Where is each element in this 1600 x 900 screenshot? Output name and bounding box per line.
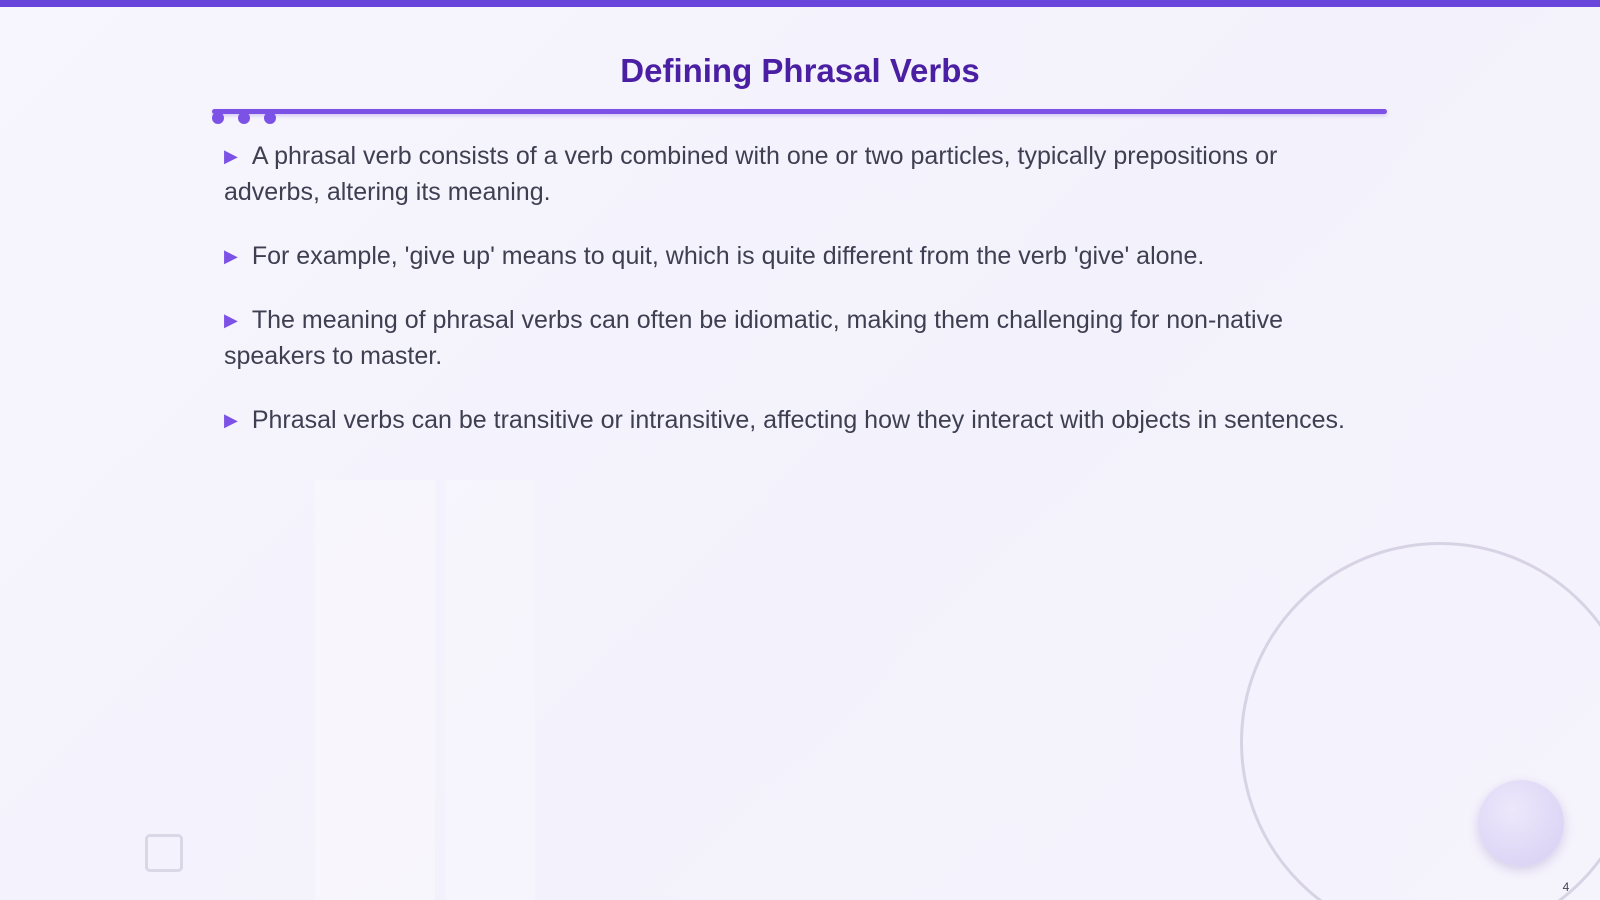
- bullet-item: [224, 238, 1374, 274]
- decorative-disc: [1478, 780, 1564, 866]
- decorative-dot: [238, 112, 250, 124]
- background-band: [315, 480, 435, 900]
- background-band: [445, 480, 535, 900]
- bullet-arrow-icon: ▶: [224, 410, 238, 430]
- bullet-text: Phrasal verbs can be transitive or intransitive, affecting how they interact with objects in sentences.: [251, 406, 1345, 434]
- bullet-item: [224, 402, 1374, 438]
- bullet-text: The meaning of phrasal verbs can often be idiomatic, making them challenging for non-native speakers to master.: [224, 306, 1283, 370]
- bullet-arrow-icon: ▶: [224, 246, 238, 266]
- title-underline: [212, 109, 1387, 114]
- decorative-dot: [212, 112, 224, 124]
- decorative-square: [145, 834, 183, 872]
- bullet-arrow-icon: ▶: [224, 146, 238, 166]
- decorative-dot: [264, 112, 276, 124]
- bullet-text: A phrasal verb consists of a verb combined with one or two particles, typically prepositions or adverbs, altering its meaning.: [224, 142, 1278, 206]
- slide-title: Defining Phrasal Verbs: [620, 52, 980, 89]
- bullet-item: [224, 302, 1374, 374]
- bullet-arrow-icon: ▶: [224, 310, 238, 330]
- bullet-text: For example, 'give up' means to quit, which is quite different from the verb 'give' alone.: [251, 242, 1205, 270]
- bullet-list: [224, 138, 1374, 466]
- bullet-item: [224, 138, 1374, 210]
- page-number: 4: [1562, 880, 1570, 894]
- top-accent-bar: [0, 0, 1600, 7]
